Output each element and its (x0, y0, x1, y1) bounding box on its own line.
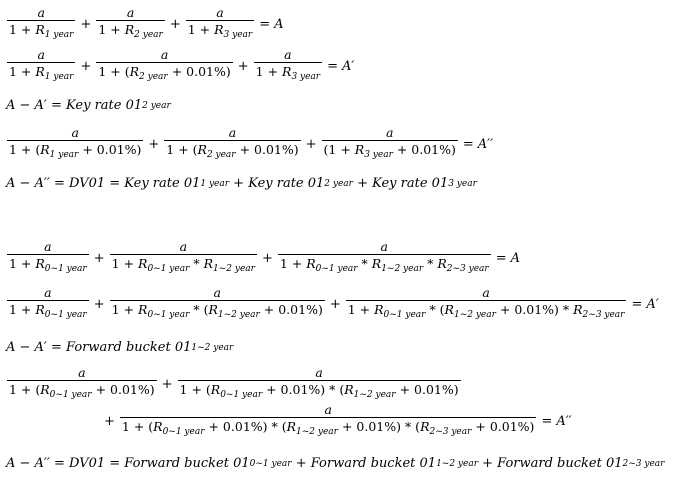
equation-7: $\frac{a}{1 + R_{0\sim 1 year}}$ + $\frac{a}{1 + R_{0\sim 1 year} * (R_{1\sim 2 year} + 0.01\%)}$ + $\frac{a}{1 + R_{0\sim 1 year} * (R_{1\sim 2 year} + 0.01\%) * R_{2\sim 3 year}}$ = A′ (6, 286, 659, 323)
equation-2: $\frac{a}{1 + R_{1 year}}$ + $\frac{a}{1 + (R_{2 year} + 0.01\%)}$ + $\frac{a}{1 + R_{3 year}}$ = A′ (6, 48, 354, 85)
equation-1: $\frac{a}{1 + R_{1 year}}$ + $\frac{a}{1 + R_{2 year}}$ + $\frac{a}{1 + R_{3 year}}$ = A (6, 6, 284, 43)
fraction: $\frac{a}{(1 + R_{3 year} + 0.01\%)}$ (322, 126, 458, 163)
fraction: $\frac{a}{1 + R_{0\sim 1 year} * R_{1\sim 2 year}}$ (110, 240, 257, 277)
equation-5: A − A′′ = DV01 = Key rate 01 1 year + Key rate 01 2 year + Key rate 01 3 year (6, 176, 477, 191)
fraction: $\frac{a}{1 + R_{0\sim 1 year} * (R_{1\sim 2 year} + 0.01\%)}$ (110, 286, 325, 323)
fraction: $\frac{a}{1 + R_{1 year}}$ (7, 6, 75, 43)
fraction: $\frac{a}{1 + (R_{0\sim 1 year} + 0.01\%)}$ (7, 366, 157, 403)
equation-4: $\frac{a}{1 + (R_{1 year} + 0.01\%)}$ + $\frac{a}{1 + (R_{2 year} + 0.01\%)}$ + $\frac{a}{(1 + R_{3 year} + 0.01\%)}$ = A′′ (6, 126, 493, 163)
fraction: $\frac{a}{1 + R_{0\sim 1 year}}$ (7, 240, 89, 277)
fraction: $\frac{a}{1 + (R_{0\sim 1 year} + 0.01\%) * (R_{1\sim 2 year} + 0.01\%)}$ (178, 366, 461, 403)
fraction: $\frac{a}{1 + R_{0\sim 1 year} * (R_{1\sim 2 year} + 0.01\%) * R_{2\sim 3 year}}$ (346, 286, 627, 323)
fraction: $\frac{a}{1 + R_{1 year}}$ (7, 48, 75, 85)
fraction: $\frac{a}{1 + (R_{2 year} + 0.01\%)}$ (96, 48, 232, 85)
fraction: a $1 + (R_{0\sim 1 year} + 0.01\%) * (R_{1\sim 2 year} + 0.01\%) * (R_{2\sim 3 year} + 0.01\%)$ (120, 403, 537, 440)
equation-9b: + a $1 + (R_{0\sim 1 year} + 0.01\%) * (R_{1\sim 2 year} + 0.01\%) * (R_{2\sim 3 year} + 0.01\%)$ = A′′ (100, 403, 572, 440)
fraction: $\frac{a}{1 + R_{2 year}}$ (96, 6, 164, 43)
equation-10: A − A′′ = DV01 = Forward bucket 01 0~1 year + Forward bucket 01 1~2 year + Forward bucket 01 2~3 year (6, 456, 665, 471)
equation-8: A − A′ = Forward bucket 01 1~2 year (6, 340, 234, 355)
fraction: $\frac{a}{1 + R_{0\sim 1 year}}$ (7, 286, 89, 323)
fraction: $\frac{a}{1 + (R_{2 year} + 0.01\%)}$ (164, 126, 300, 163)
fraction: $\frac{a}{1 + R_{3 year}}$ (186, 6, 254, 43)
fraction: $\frac{a}{1 + R_{0\sim 1 year} * R_{1\sim 2 year} * R_{2\sim 3 year}}$ (278, 240, 491, 277)
fraction: $\frac{a}{1 + (R_{1 year} + 0.01\%)}$ (7, 126, 143, 163)
equation-3: A − A′ = Key rate 01 2 year (6, 98, 171, 113)
fraction: $\frac{a}{1 + R_{3 year}}$ (254, 48, 322, 85)
equation-6: $\frac{a}{1 + R_{0\sim 1 year}}$ + $\frac{a}{1 + R_{0\sim 1 year} * R_{1\sim 2 year}}$ + $\frac{a}{1 + R_{0\sim 1 year} * R_{1\sim 2 year} * R_{2\sim 3 year}}$ = A (6, 240, 520, 277)
equation-9a: $\frac{a}{1 + (R_{0\sim 1 year} + 0.01\%)}$ + $\frac{a}{1 + (R_{0\sim 1 year} + 0.01\%) * (R_{1\sim 2 year} + 0.01\%)}$ (6, 366, 462, 403)
